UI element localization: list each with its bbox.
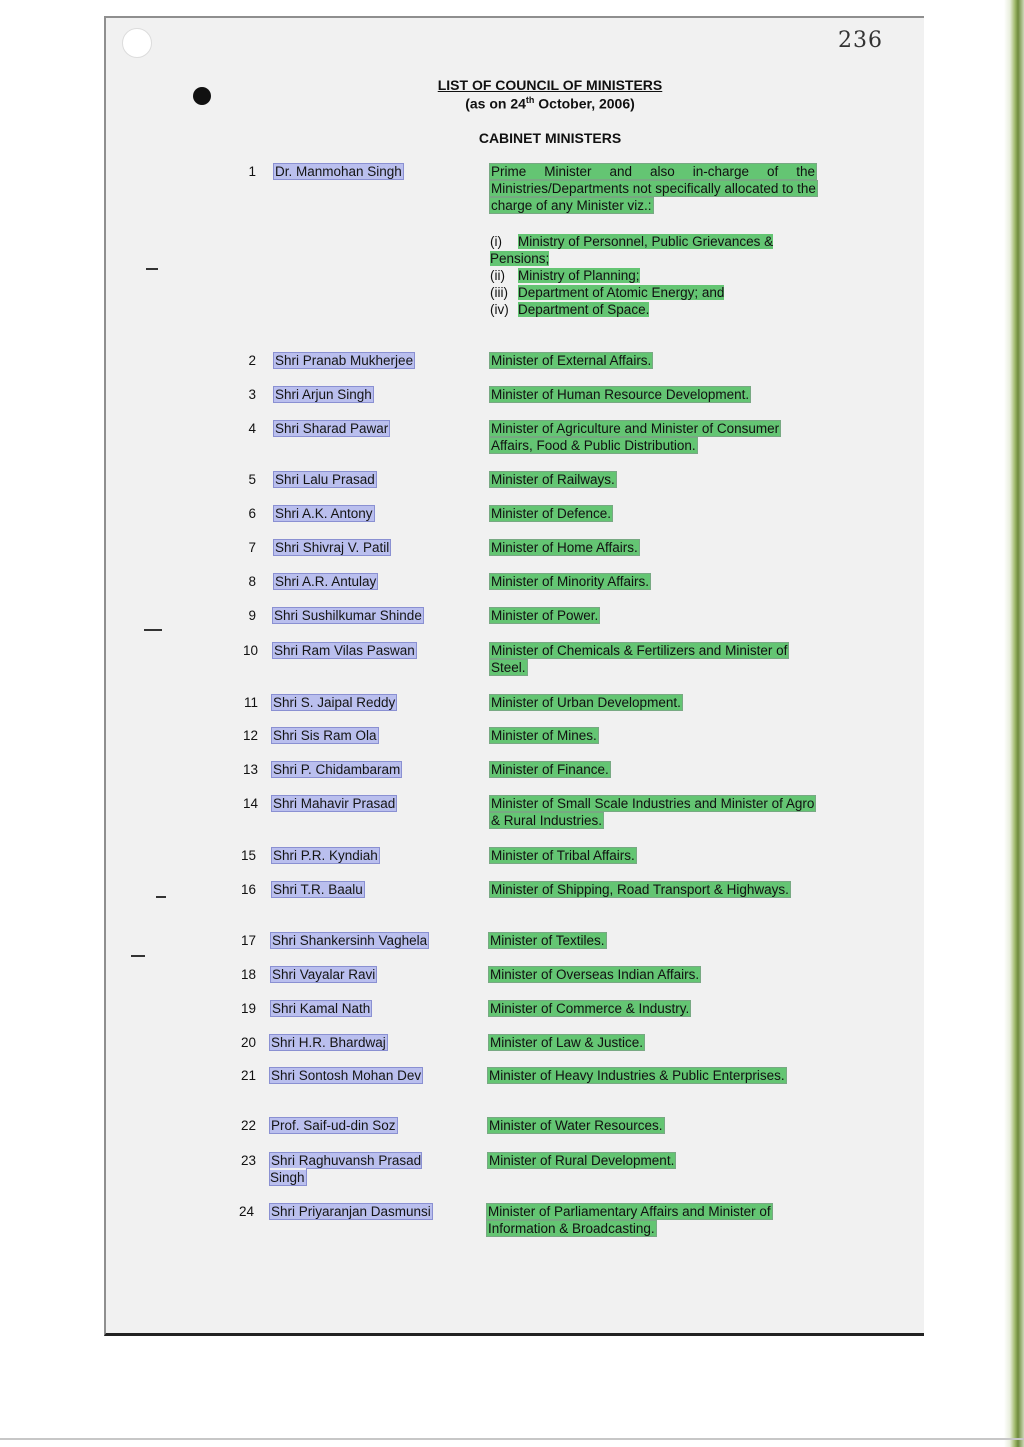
page-corner-curl	[122, 28, 152, 58]
minister-name: Prof. Saif-ud-din Soz	[271, 1118, 396, 1133]
minister-portfolio: Minister of Shipping, Road Transport & Highways.	[491, 882, 789, 897]
row-number: 21	[240, 1068, 256, 1083]
section-heading: CABINET MINISTERS	[478, 130, 622, 146]
row-number: 7	[248, 540, 256, 555]
minister-name: Shri Sis Ram Ola	[273, 728, 377, 743]
minister-name: Shri A.R. Antulay	[275, 574, 377, 589]
row-number: 5	[248, 472, 256, 487]
minister-portfolio: Minister of Agriculture and Minister of Consumer Affairs, Food & Public Distribution.	[491, 421, 780, 453]
minister-name: Shri Arjun Singh	[275, 387, 372, 402]
minister-name: Shri Ram Vilas Paswan	[274, 643, 415, 658]
minister-portfolio: Minister of Heavy Industries & Public Enterprises.	[489, 1068, 785, 1083]
minister-name: Shri Pranab Mukherjee	[275, 353, 414, 368]
minister-name: Shri Mahavir Prasad	[273, 796, 396, 811]
minister-name: Dr. Manmohan Singh	[275, 164, 402, 179]
row-number: 2	[248, 353, 256, 368]
portfolio-subitems	[490, 233, 820, 318]
minister-portfolio: Minister of External Affairs.	[491, 353, 652, 368]
punch-hole	[193, 87, 211, 105]
minister-name: Shri Raghuvansh Prasad Singh	[270, 1153, 422, 1185]
row-number: 13	[242, 762, 258, 777]
scan-speck	[144, 629, 162, 631]
row-number: 15	[240, 848, 256, 863]
minister-name: Shri Sushilkumar Shinde	[274, 608, 422, 623]
minister-name: Shri Kamal Nath	[272, 1001, 371, 1016]
row-number: 11	[243, 695, 258, 710]
minister-name: Shri A.K. Antony	[275, 506, 373, 521]
minister-portfolio: Minister of Law & Justice.	[490, 1035, 644, 1050]
row-number: 18	[240, 967, 256, 982]
row-number: 1	[248, 164, 256, 179]
row-number: 22	[240, 1118, 256, 1133]
scan-speck	[131, 955, 145, 957]
minister-portfolio: Minister of Railways.	[491, 472, 615, 487]
minister-name: Shri P.R. Kyndiah	[273, 848, 378, 863]
minister-portfolio: Minister of Mines.	[491, 728, 597, 743]
row-number: 6	[248, 506, 256, 521]
minister-name: Shri S. Jaipal Reddy	[273, 695, 396, 710]
row-number: 23	[240, 1153, 256, 1168]
minister-portfolio: Minister of Defence.	[491, 506, 612, 521]
minister-name: Shri T.R. Baalu	[273, 882, 363, 897]
row-number: 16	[240, 882, 256, 897]
minister-portfolio: Minister of Human Resource Development.	[491, 387, 750, 402]
row-number: 4	[248, 421, 256, 436]
row-number: 20	[240, 1035, 256, 1050]
scan-speck	[146, 268, 158, 270]
minister-name: Shri Lalu Prasad	[275, 472, 375, 487]
minister-portfolio: Minister of Tribal Affairs.	[491, 848, 635, 863]
minister-portfolio: Minister of Rural Development.	[489, 1153, 675, 1168]
row-number: 12	[242, 728, 258, 743]
minister-name: Shri Sharad Pawar	[275, 421, 389, 436]
minister-portfolio: Minister of Finance.	[491, 762, 609, 777]
minister-portfolio: Minister of Textiles.	[490, 933, 605, 948]
row-number: 9	[248, 608, 256, 623]
row-number: 10	[242, 643, 258, 658]
minister-portfolio: Minister of Parliamentary Affairs and Minister of Information & Broadcasting.	[488, 1204, 771, 1236]
minister-portfolio: Minister of Power.	[491, 608, 599, 623]
row-number: 3	[248, 387, 256, 402]
page-number: 236	[838, 28, 883, 53]
minister-portfolio: Minister of Small Scale Industries and Minister of Agro & Rural Industries.	[491, 796, 815, 828]
minister-name: Shri Sontosh Mohan Dev	[271, 1068, 422, 1083]
document-date: (as on 24th October, 2006)	[465, 95, 635, 112]
scan-edge-bottom	[0, 1438, 1024, 1440]
subitem: (iii) Department of Atomic Energy; and	[490, 285, 725, 300]
row-number: 17	[240, 933, 256, 948]
scan-speck	[156, 896, 166, 898]
minister-name: Shri Vayalar Ravi	[272, 967, 376, 982]
document-sheet	[104, 16, 924, 1336]
minister-name: Shri P. Chidambaram	[273, 762, 401, 777]
minister-portfolio: Minister of Overseas Indian Affairs.	[490, 967, 700, 982]
minister-name: Shri H.R. Bhardwaj	[271, 1035, 386, 1050]
minister-portfolio: Prime Minister and also in-charge of the Ministries/Departments not specifically allocated to the charge of any Minister viz.:	[491, 164, 816, 213]
row-number: 14	[242, 796, 258, 811]
minister-portfolio: Minister of Commerce & Industry.	[490, 1001, 690, 1016]
subitem: (iv) Department of Space.	[490, 302, 650, 317]
minister-portfolio: Minister of Minority Affairs.	[491, 574, 650, 589]
row-number: 24	[238, 1204, 254, 1219]
minister-portfolio: Minister of Home Affairs.	[491, 540, 638, 555]
minister-portfolio: Minister of Urban Development.	[491, 695, 681, 710]
subitem: (i) Ministry of Personnel, Public Grievances & Pensions;	[490, 234, 774, 266]
minister-name: Shri Priyaranjan Dasmunsi	[271, 1204, 431, 1219]
minister-name: Shri Shivraj V. Patil	[275, 540, 390, 555]
scan-edge-right	[1004, 0, 1024, 1447]
row-number: 19	[240, 1001, 256, 1016]
minister-name: Shri Shankersinh Vaghela	[272, 933, 428, 948]
minister-portfolio: Minister of Chemicals & Fertilizers and Minister of Steel.	[491, 643, 788, 675]
document-title: LIST OF COUNCIL OF MINISTERS	[437, 77, 663, 93]
minister-portfolio: Minister of Water Resources.	[489, 1118, 663, 1133]
row-number: 8	[248, 574, 256, 589]
subitem: (ii) Ministry of Planning;	[490, 268, 640, 283]
